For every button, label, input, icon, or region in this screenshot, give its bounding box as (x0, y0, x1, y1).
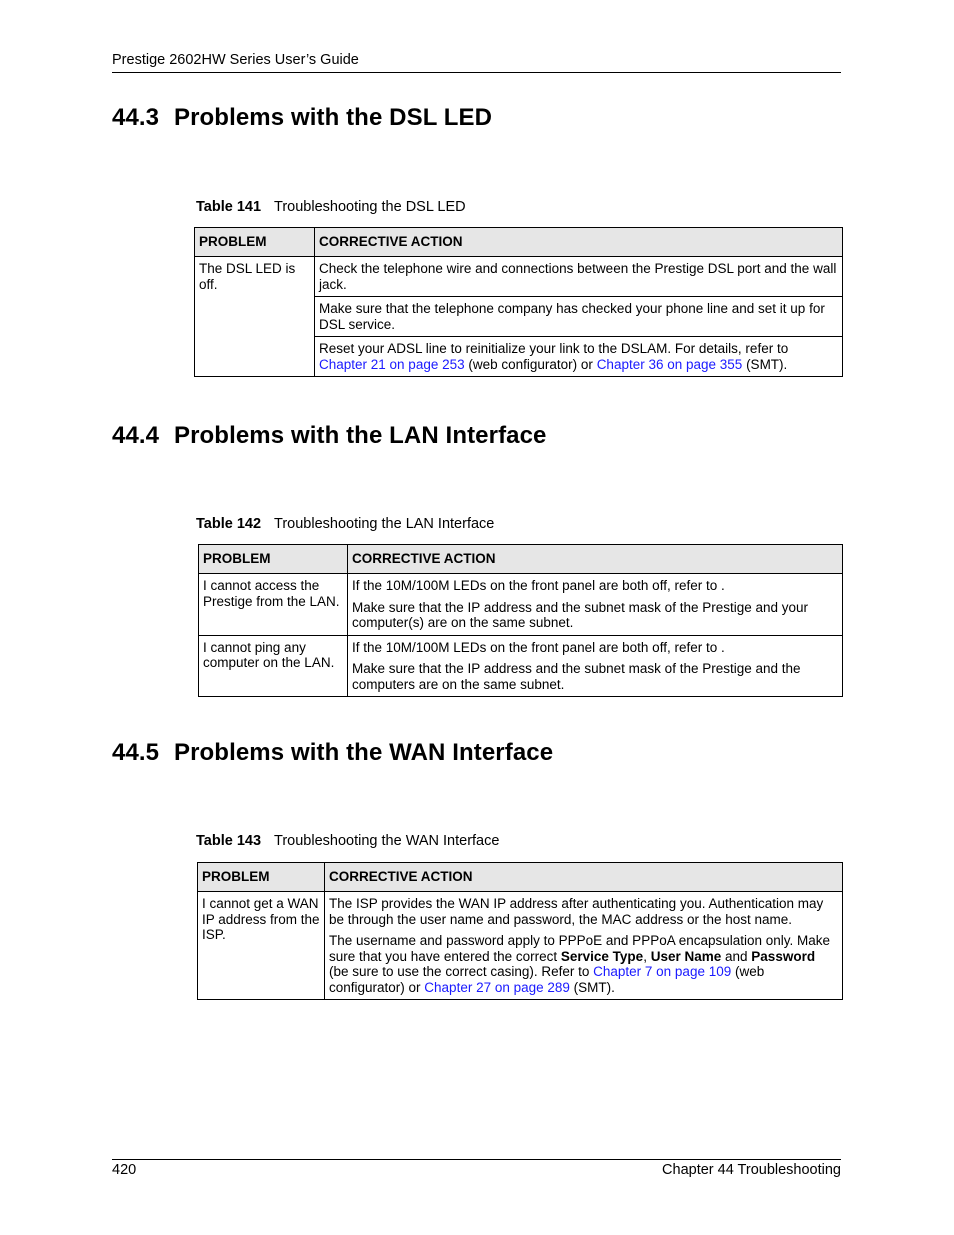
table-row (195, 257, 843, 297)
bold-term-user-name: User Name (650, 948, 722, 964)
problem-cell: I cannot access the Prestige from the LAN. (199, 574, 348, 636)
bold-term-service-type: Service Type (560, 948, 644, 964)
problem-cell: I cannot ping any computer on the LAN. (199, 635, 348, 697)
table-title: Troubleshooting the DSL LED (274, 199, 466, 215)
column-header-corrective-action: CORRECTIVE ACTION (325, 863, 843, 892)
table-title: Troubleshooting the LAN Interface (274, 516, 495, 532)
problem-cell: I cannot get a WAN IP address from the ISP. (198, 892, 325, 1000)
chapter-36-link[interactable]: Chapter 36 on page 355 (596, 356, 743, 372)
footer-chapter-title: Chapter 44 Troubleshooting (662, 1162, 841, 1178)
chapter-21-link[interactable]: Chapter 21 on page 253 (319, 356, 465, 372)
action-text: (web configurator) or (464, 356, 597, 372)
table-caption-141 (196, 199, 466, 215)
column-header-problem: PROBLEM (198, 863, 325, 892)
table-caption-142 (196, 516, 494, 532)
table-caption-143 (196, 833, 499, 849)
action-text: The ISP provides the WAN IP address after authenticating you. Authentication may be through the user name and password, the MAC address or the host name. (329, 896, 824, 927)
text-run: (web configurator) or (329, 964, 765, 995)
action-text: (SMT). (742, 356, 788, 372)
running-header: Prestige 2602HW Series User’s Guide (112, 52, 359, 68)
column-header-corrective-action: CORRECTIVE ACTION (315, 228, 843, 257)
bold-term-password: Password (751, 948, 816, 964)
text-run: The username and password apply to PPPoE and PPPoA encapsulation only. Make sure that you have entered the correct (329, 933, 831, 964)
table-row (198, 892, 843, 1000)
section-heading-44-5 (112, 739, 553, 767)
table-row (199, 635, 843, 697)
table-dsl-led (194, 227, 843, 377)
table-header-row (198, 863, 843, 892)
text-run: (be sure to use the correct casing). Refer to (329, 964, 594, 979)
section-heading-44-3 (112, 104, 492, 132)
section-number: 44.3 (112, 104, 160, 131)
action-text: If the 10M/100M LEDs on the front panel are both off, refer to . (352, 639, 725, 655)
table-header-row (199, 545, 843, 574)
table-title: Troubleshooting the WAN Interface (274, 833, 500, 849)
table-lan-interface (198, 544, 843, 697)
action-cell (348, 574, 843, 636)
action-text: Make sure that the IP address and the subnet mask of the Prestige and your computer(s) are on the same subnet. (352, 599, 809, 630)
action-cell (315, 337, 843, 377)
action-cell (348, 635, 843, 697)
text-run: and (721, 948, 752, 964)
page-number: 420 (112, 1162, 137, 1178)
section-number: 44.4 (112, 422, 160, 449)
action-cell: Check the telephone wire and connections between the Prestige DSL port and the wall jack. (315, 257, 843, 297)
chapter-27-link[interactable]: Chapter 27 on page 289 (424, 979, 570, 995)
table-label: Table 143 (196, 833, 262, 849)
text-run: , (643, 948, 651, 964)
table-wan-interface (197, 862, 843, 1000)
action-text: Make sure that the IP address and the subnet mask of the Prestige and the computers are on the same subnet. (352, 661, 801, 692)
table-row (199, 574, 843, 636)
section-title: Problems with the LAN Interface (174, 422, 547, 449)
table-header-row (195, 228, 843, 257)
action-text: If the 10M/100M LEDs on the front panel are both off, refer to . (352, 578, 725, 593)
footer-divider (112, 1159, 841, 1160)
section-title: Problems with the WAN Interface (174, 739, 554, 766)
chapter-7-link[interactable]: Chapter 7 on page 109 (593, 964, 732, 979)
column-header-corrective-action: CORRECTIVE ACTION (348, 545, 843, 574)
action-cell (325, 892, 843, 1000)
column-header-problem: PROBLEM (195, 228, 315, 257)
section-title: Problems with the DSL LED (174, 104, 493, 131)
problem-cell: The DSL LED is off. (195, 257, 315, 377)
action-cell: Make sure that the telephone company has checked your phone line and set it up for DSL service. (315, 297, 843, 337)
table-label: Table 142 (196, 516, 262, 532)
header-divider (112, 72, 841, 73)
column-header-problem: PROBLEM (199, 545, 348, 574)
action-text: Reset your ADSL line to reinitialize your link to the DSLAM. For details, refer to (319, 341, 789, 356)
section-number: 44.5 (112, 739, 160, 766)
section-heading-44-4 (112, 422, 547, 450)
text-run: (SMT). (569, 979, 615, 995)
table-label: Table 141 (196, 199, 262, 215)
action-text (329, 933, 838, 995)
